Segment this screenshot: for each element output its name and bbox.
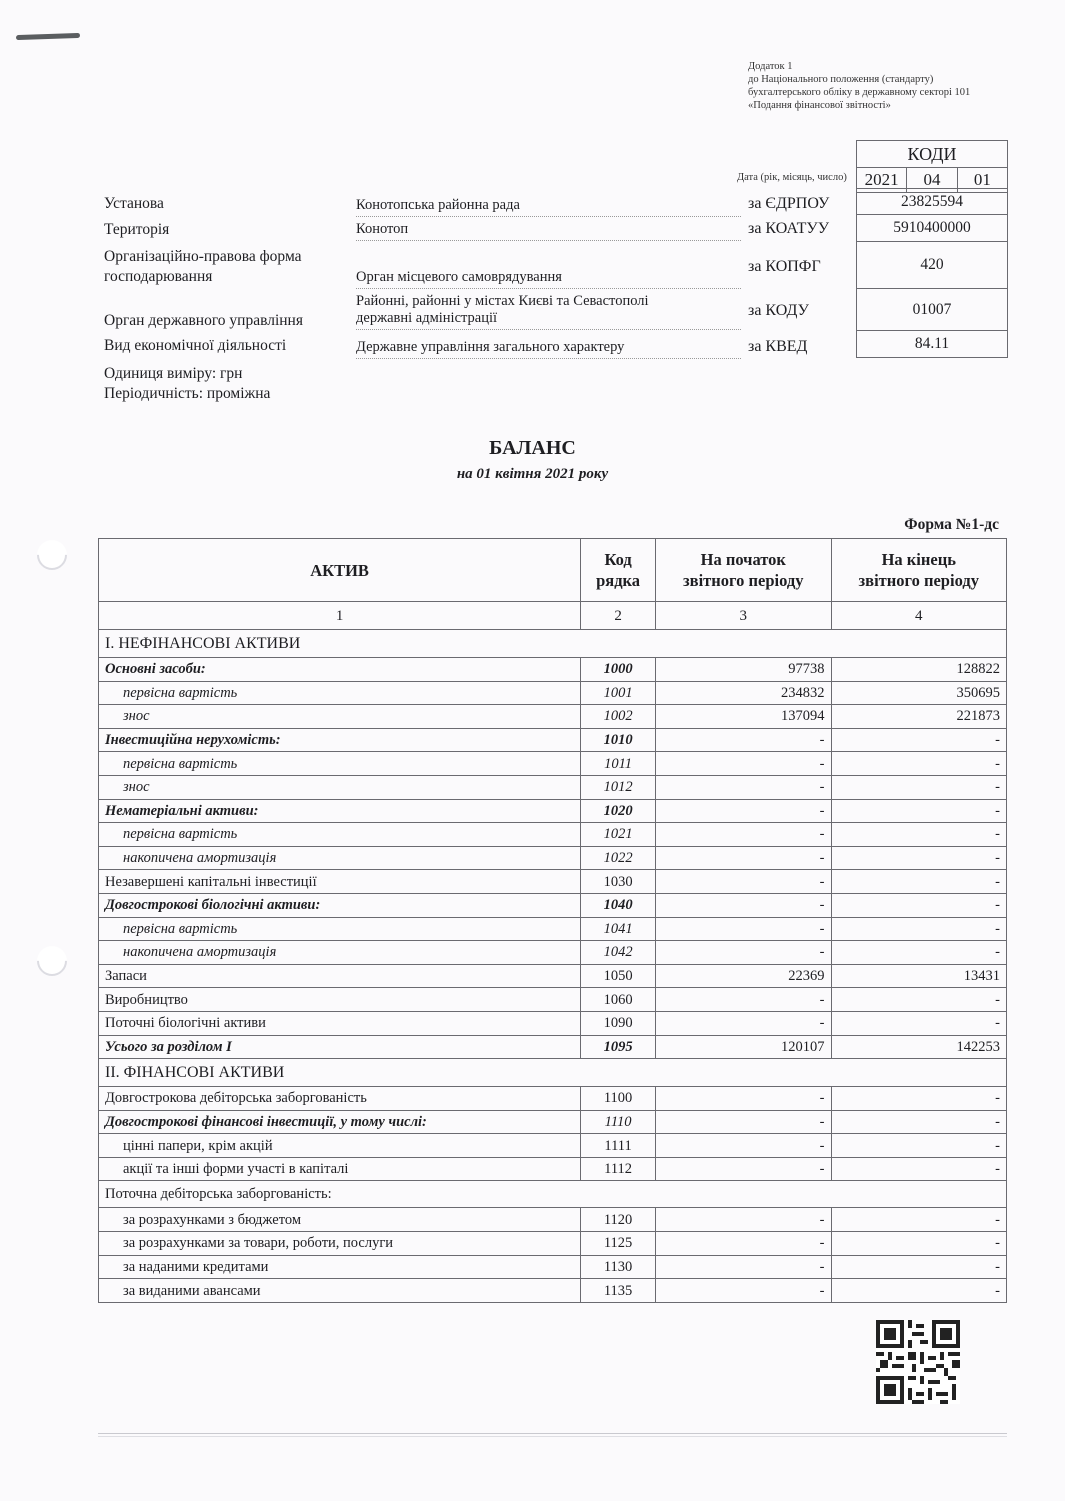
total-row: Усього за розділом І 1095 120107 142253 — [99, 1035, 1007, 1059]
codes-header-box — [856, 140, 1008, 193]
activity-label: Вид економічної діяльності — [104, 337, 287, 354]
table-row: первісна вартість 1021 - - — [99, 823, 1007, 847]
table-row: Інвестиційна нерухомість: 1010 - - — [99, 728, 1007, 752]
footer-divider — [98, 1433, 1007, 1434]
kved-code: 84.11 — [857, 330, 1007, 357]
col-num: 2 — [581, 602, 656, 630]
date-label: Дата (рік, місяць, число) — [737, 172, 847, 183]
table-row: первісна вартість 1001 234832 350695 — [99, 681, 1007, 705]
table-row: за наданими кредитами 1130 - - — [99, 1255, 1007, 1279]
kodu-label: за КОДУ — [748, 302, 809, 319]
table-row: за розрахунками з бюджетом 1120 - - — [99, 1208, 1007, 1232]
table-row: знос 1002 137094 221873 — [99, 705, 1007, 729]
table-row: за розрахунками за товари, роботи, послуги 1125 - - — [99, 1232, 1007, 1256]
table-row: накопичена амортизація 1022 - - — [99, 846, 1007, 870]
col-num: 3 — [656, 602, 831, 630]
form-number: Форма №1-дс — [904, 516, 999, 533]
unit-label: Одиниця виміру: грн — [104, 365, 243, 382]
balance-table — [98, 538, 1007, 1303]
table-row: первісна вартість 1041 - - — [99, 917, 1007, 941]
gov-body-value-line: державні адміністрації — [356, 310, 498, 326]
annex-line: до Національного положення (стандарту) — [748, 74, 934, 85]
table-row: Довгострокові фінансові інвестиції, у тому числі: 1110 - - — [99, 1110, 1007, 1134]
table-row: Незавершені капітальні інвестиції 1030 - - — [99, 870, 1007, 894]
document-title: БАЛАНС — [489, 437, 576, 459]
table-row: акції та інші форми участі в капіталі 1112 - - — [99, 1157, 1007, 1181]
date-year: 2021 — [857, 168, 907, 192]
table-row: знос 1012 - - — [99, 775, 1007, 799]
kopfg-code: 420 — [857, 241, 1007, 288]
edrpou-label: за ЄДРПОУ — [748, 195, 830, 212]
legal-form-label-1: Організаційно-правова форма — [104, 248, 302, 265]
kodu-code: 01007 — [857, 288, 1007, 330]
legal-form-label-2: господарювання — [104, 268, 213, 285]
territory-label: Територія — [104, 221, 170, 238]
table-row: за виданими авансами 1135 - - — [99, 1279, 1007, 1303]
column-numbers-row — [99, 602, 1007, 630]
section-header: ІІ. ФІНАНСОВІ АКТИВИ — [99, 1059, 1007, 1087]
footer-divider — [98, 1436, 1007, 1437]
col-num: 4 — [831, 602, 1007, 630]
table-row: первісна вартість 1011 - - — [99, 752, 1007, 776]
header-code: Код рядка — [581, 539, 656, 602]
document-date: на 01 квітня 2021 року — [456, 466, 609, 482]
table-row: накопичена амортизація 1042 - - — [99, 941, 1007, 965]
subsection-row: Поточна дебіторська заборгованість: — [99, 1181, 1007, 1208]
territory-value: Конотоп — [356, 220, 741, 241]
kved-label: за КВЕД — [748, 338, 808, 355]
table-row: Запаси 1050 22369 13431 — [99, 964, 1007, 988]
institution-value: Конотопська районна рада — [356, 196, 741, 217]
codes-title: КОДИ — [857, 141, 1007, 168]
table-header-row — [99, 539, 1007, 602]
table-row: Довгострокова дебіторська заборгованість 1100 - - — [99, 1087, 1007, 1111]
annex-line: Додаток 1 — [748, 61, 793, 72]
table-row: Нематеріальні активи: 1020 - - — [99, 799, 1007, 823]
header-end: На кінець звітного періоду — [831, 539, 1007, 602]
gov-body-value-line: Районні, районні у містах Києві та Севастополі — [356, 293, 649, 309]
annex-line: бухгалтерського обліку в державному секторі 101 — [748, 87, 971, 98]
section-header: І. НЕФІНАНСОВІ АКТИВИ — [99, 630, 1007, 658]
table-row: Основні засоби: 1000 97738 128822 — [99, 658, 1007, 682]
annex-line: «Подання фінансової звітності» — [748, 100, 891, 111]
date-day: 01 — [973, 170, 991, 189]
col-num: 1 — [99, 602, 581, 630]
qr-code-icon — [876, 1320, 960, 1404]
activity-value: Державне управління загального характеру — [356, 338, 741, 359]
table-row: Довгострокові біологічні активи: 1040 - - — [99, 893, 1007, 917]
kopfg-label: за КОПФГ — [748, 258, 821, 275]
gov-body-value — [356, 293, 741, 330]
header-asset: АКТИВ — [99, 539, 581, 602]
institution-label: Установа — [104, 195, 164, 212]
pen-mark — [16, 33, 80, 40]
koatuu-label: за КОАТУУ — [748, 220, 830, 237]
date-month: 04 — [907, 168, 957, 192]
periodicity-label: Періодичність: проміжна — [104, 385, 271, 402]
gov-body-label: Орган державного управління — [104, 312, 303, 329]
edrpou-code: 23825594 — [857, 188, 1007, 214]
punch-hole — [31, 534, 73, 576]
table-row: Виробництво 1060 - - — [99, 988, 1007, 1012]
legal-form-value: Орган місцевого самоврядування — [356, 268, 741, 289]
table-row: цінні папери, крім акцій 1111 - - — [99, 1134, 1007, 1158]
koatuu-code: 5910400000 — [857, 214, 1007, 241]
punch-hole — [31, 940, 73, 982]
table-row: Поточні біологічні активи 1090 - - — [99, 1011, 1007, 1035]
codes-table — [856, 188, 1008, 358]
annex-note — [748, 60, 970, 112]
header-start: На початок звітного періоду — [656, 539, 831, 602]
